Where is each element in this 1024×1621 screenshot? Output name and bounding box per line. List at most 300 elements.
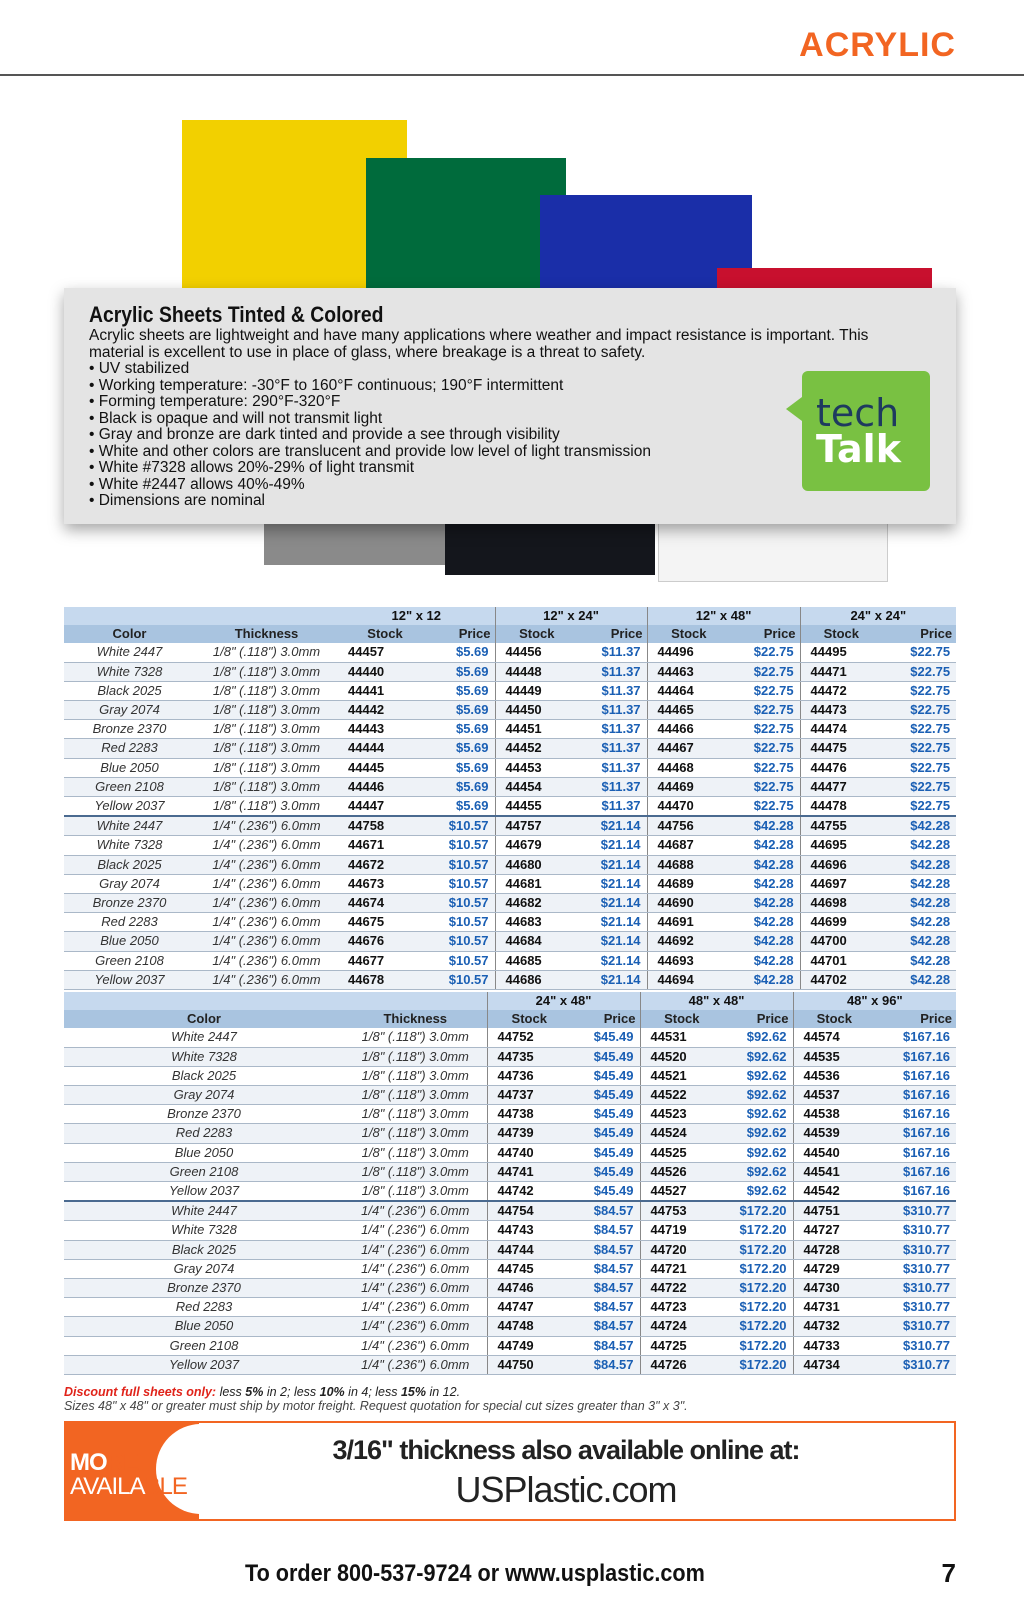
stock-cell: 44698 bbox=[800, 894, 882, 913]
price-cell: $10.57 bbox=[432, 894, 495, 913]
discount-value: 10% bbox=[319, 1385, 345, 1399]
bullet-item: • Working temperature: -30°F to 160°F continuous; 190°F intermittent bbox=[89, 378, 651, 395]
price-cell: $172.20 bbox=[723, 1259, 793, 1278]
price-cell: $42.28 bbox=[882, 836, 956, 855]
table-row bbox=[64, 836, 956, 855]
stock-cell: 44496 bbox=[647, 643, 730, 662]
stock-cell: 44676 bbox=[338, 932, 432, 951]
color-cell: Black 2025 bbox=[64, 681, 195, 700]
table-row bbox=[64, 855, 956, 874]
column-header-price: Price bbox=[578, 625, 647, 643]
stock-cell: 44728 bbox=[793, 1240, 875, 1259]
price-cell: $172.20 bbox=[723, 1201, 793, 1221]
price-cell: $5.69 bbox=[432, 777, 495, 796]
price-cell: $21.14 bbox=[578, 951, 647, 970]
stock-cell: 44735 bbox=[487, 1047, 571, 1066]
tech-talk-line2: Talk bbox=[816, 427, 901, 471]
stock-cell: 44671 bbox=[338, 836, 432, 855]
thickness-cell: 1/4" (.236") 6.0mm bbox=[195, 932, 338, 951]
price-cell: $84.57 bbox=[571, 1221, 640, 1240]
table-row bbox=[64, 1105, 956, 1124]
price-cell: $92.62 bbox=[723, 1047, 793, 1066]
price-cell: $42.28 bbox=[882, 913, 956, 932]
price-cell: $45.49 bbox=[571, 1028, 640, 1047]
stock-cell: 44448 bbox=[495, 662, 578, 681]
bullet-item: • Dimensions are nominal bbox=[89, 493, 651, 510]
stock-cell: 44681 bbox=[495, 874, 578, 893]
color-cell: Yellow 2037 bbox=[64, 970, 195, 989]
more-available-banner[interactable] bbox=[64, 1421, 956, 1521]
column-header-price: Price bbox=[875, 1010, 956, 1028]
column-header-price: Price bbox=[432, 625, 495, 643]
price-cell: $172.20 bbox=[723, 1221, 793, 1240]
badge-text-available: AVAILABLE bbox=[70, 1473, 187, 1500]
price-cell: $22.75 bbox=[730, 701, 800, 720]
thickness-cell: 1/4" (.236") 6.0mm bbox=[195, 855, 338, 874]
price-cell: $84.57 bbox=[571, 1298, 640, 1317]
thickness-cell: 1/4" (.236") 6.0mm bbox=[344, 1279, 487, 1298]
table-row bbox=[64, 1086, 956, 1105]
price-cell: $22.75 bbox=[882, 701, 956, 720]
price-cell: $11.37 bbox=[578, 739, 647, 758]
price-cell: $42.28 bbox=[730, 855, 800, 874]
price-cell: $92.62 bbox=[723, 1066, 793, 1085]
stock-cell: 44696 bbox=[800, 855, 882, 874]
stock-cell: 44446 bbox=[338, 777, 432, 796]
stock-cell: 44466 bbox=[647, 720, 730, 739]
table-row bbox=[64, 1336, 956, 1355]
thickness-cell: 1/4" (.236") 6.0mm bbox=[344, 1221, 487, 1240]
stock-cell: 44719 bbox=[640, 1221, 723, 1240]
stock-cell: 44444 bbox=[338, 739, 432, 758]
stock-cell: 44536 bbox=[793, 1066, 875, 1085]
price-cell: $310.77 bbox=[875, 1355, 956, 1374]
stock-cell: 44687 bbox=[647, 836, 730, 855]
price-cell: $172.20 bbox=[723, 1336, 793, 1355]
info-intro: Acrylic sheets are lightweight and have many applications where weather and impact resistance is important. This material is excellent to use in place of glass, where breakage is a threat to safety. bbox=[89, 327, 869, 361]
price-cell: $84.57 bbox=[571, 1317, 640, 1336]
stock-cell: 44524 bbox=[640, 1124, 723, 1143]
price-cell: $45.49 bbox=[571, 1124, 640, 1143]
discount-value: 5% bbox=[245, 1385, 264, 1399]
color-cell: Green 2108 bbox=[64, 777, 195, 796]
price-cell: $5.69 bbox=[432, 643, 495, 662]
column-header-stock: Stock bbox=[647, 625, 730, 643]
thickness-cell: 1/4" (.236") 6.0mm bbox=[195, 836, 338, 855]
stock-cell: 44527 bbox=[640, 1182, 723, 1202]
stock-cell: 44537 bbox=[793, 1086, 875, 1105]
price-cell: $22.75 bbox=[882, 643, 956, 662]
table-row bbox=[64, 874, 956, 893]
bullet-item: • White #7328 allows 20%-29% of light transmit bbox=[89, 460, 651, 477]
color-cell: Yellow 2037 bbox=[64, 797, 195, 817]
price-cell: $172.20 bbox=[723, 1298, 793, 1317]
price-cell: $11.37 bbox=[578, 797, 647, 817]
price-cell: $172.20 bbox=[723, 1317, 793, 1336]
table-row bbox=[64, 701, 956, 720]
price-cell: $10.57 bbox=[432, 951, 495, 970]
stock-cell: 44672 bbox=[338, 855, 432, 874]
stock-cell: 44541 bbox=[793, 1162, 875, 1181]
price-cell: $22.75 bbox=[882, 720, 956, 739]
price-cell: $42.28 bbox=[730, 970, 800, 989]
color-cell: Red 2283 bbox=[64, 913, 195, 932]
tech-talk-line1: tech bbox=[816, 391, 900, 435]
column-header-price: Price bbox=[882, 625, 956, 643]
price-cell: $21.14 bbox=[578, 874, 647, 893]
color-cell: Green 2108 bbox=[64, 951, 195, 970]
stock-cell: 44754 bbox=[487, 1201, 571, 1221]
shipping-note: Sizes 48" x 48" or greater must ship by motor freight. Request quotation for special cut sizes greater than 3" x 3". bbox=[64, 1399, 688, 1413]
column-header-thickness: Thickness bbox=[344, 1010, 487, 1028]
stock-cell: 44540 bbox=[793, 1143, 875, 1162]
stock-cell: 44752 bbox=[487, 1028, 571, 1047]
color-cell: Bronze 2370 bbox=[64, 1105, 344, 1124]
size-header: 12" x 12 bbox=[338, 607, 495, 625]
bullet-item: • Gray and bronze are dark tinted and provide a see through visibility bbox=[89, 427, 651, 444]
stock-cell: 44685 bbox=[495, 951, 578, 970]
price-cell: $310.77 bbox=[875, 1336, 956, 1355]
thickness-cell: 1/8" (.118") 3.0mm bbox=[344, 1028, 487, 1047]
stock-cell: 44736 bbox=[487, 1066, 571, 1085]
stock-cell: 44674 bbox=[338, 894, 432, 913]
price-cell: $92.62 bbox=[723, 1028, 793, 1047]
price-cell: $167.16 bbox=[875, 1124, 956, 1143]
color-cell: White 2447 bbox=[64, 1201, 344, 1221]
table-row bbox=[64, 1124, 956, 1143]
price-cell: $5.69 bbox=[432, 720, 495, 739]
table-row bbox=[64, 1317, 956, 1336]
badge-text-more: MORE bbox=[70, 1449, 139, 1476]
header-divider bbox=[0, 74, 1024, 76]
stock-cell: 44473 bbox=[800, 701, 882, 720]
stock-cell: 44442 bbox=[338, 701, 432, 720]
price-cell: $45.49 bbox=[571, 1086, 640, 1105]
column-header-stock: Stock bbox=[338, 625, 432, 643]
table-row bbox=[64, 1259, 956, 1278]
thickness-cell: 1/8" (.118") 3.0mm bbox=[344, 1124, 487, 1143]
price-cell: $11.37 bbox=[578, 643, 647, 662]
table-row bbox=[64, 1221, 956, 1240]
price-cell: $167.16 bbox=[875, 1028, 956, 1047]
price-cell: $42.28 bbox=[730, 913, 800, 932]
tech-info-box bbox=[64, 288, 956, 524]
stock-cell: 44683 bbox=[495, 913, 578, 932]
stock-cell: 44702 bbox=[800, 970, 882, 989]
price-cell: $5.69 bbox=[432, 739, 495, 758]
stock-cell: 44464 bbox=[647, 681, 730, 700]
thickness-cell: 1/4" (.236") 6.0mm bbox=[195, 913, 338, 932]
page-number: 7 bbox=[941, 1558, 956, 1588]
price-cell: $45.49 bbox=[571, 1162, 640, 1181]
price-cell: $5.69 bbox=[432, 758, 495, 777]
color-cell: Black 2025 bbox=[64, 1066, 344, 1085]
stock-cell: 44747 bbox=[487, 1298, 571, 1317]
stock-cell: 44443 bbox=[338, 720, 432, 739]
price-cell: $310.77 bbox=[875, 1201, 956, 1221]
price-cell: $84.57 bbox=[571, 1240, 640, 1259]
price-cell: $22.75 bbox=[882, 681, 956, 700]
stock-cell: 44526 bbox=[640, 1162, 723, 1181]
stock-cell: 44472 bbox=[800, 681, 882, 700]
price-cell: $22.75 bbox=[882, 797, 956, 817]
thickness-cell: 1/8" (.118") 3.0mm bbox=[344, 1182, 487, 1202]
stock-cell: 44701 bbox=[800, 951, 882, 970]
price-cell: $21.14 bbox=[578, 970, 647, 989]
thickness-cell: 1/8" (.118") 3.0mm bbox=[195, 701, 338, 720]
price-cell: $167.16 bbox=[875, 1182, 956, 1202]
color-cell: Gray 2074 bbox=[64, 1259, 344, 1278]
price-table-small-sizes bbox=[64, 607, 956, 990]
table-row bbox=[64, 951, 956, 970]
price-cell: $11.37 bbox=[578, 662, 647, 681]
size-header-blank bbox=[64, 607, 338, 625]
discount-text: in 4; less bbox=[344, 1385, 401, 1399]
bullet-item: • Forming temperature: 290°F-320°F bbox=[89, 394, 651, 411]
stock-cell: 44749 bbox=[487, 1336, 571, 1355]
stock-cell: 44447 bbox=[338, 797, 432, 817]
price-cell: $42.28 bbox=[882, 855, 956, 874]
stock-cell: 44755 bbox=[800, 816, 882, 836]
table-row bbox=[64, 1066, 956, 1085]
price-cell: $172.20 bbox=[723, 1240, 793, 1259]
order-footer: To order 800-537-9724 or www.usplastic.com bbox=[245, 1560, 705, 1587]
thickness-cell: 1/8" (.118") 3.0mm bbox=[344, 1105, 487, 1124]
stock-cell: 44441 bbox=[338, 681, 432, 700]
thickness-cell: 1/8" (.118") 3.0mm bbox=[344, 1086, 487, 1105]
thickness-cell: 1/8" (.118") 3.0mm bbox=[344, 1143, 487, 1162]
price-cell: $84.57 bbox=[571, 1259, 640, 1278]
stock-cell: 44470 bbox=[647, 797, 730, 817]
stock-cell: 44453 bbox=[495, 758, 578, 777]
color-cell: Red 2283 bbox=[64, 1124, 344, 1143]
price-cell: $21.14 bbox=[578, 855, 647, 874]
price-cell: $45.49 bbox=[571, 1066, 640, 1085]
price-cell: $84.57 bbox=[571, 1279, 640, 1298]
stock-cell: 44457 bbox=[338, 643, 432, 662]
stock-cell: 44495 bbox=[800, 643, 882, 662]
stock-cell: 44475 bbox=[800, 739, 882, 758]
color-cell: Black 2025 bbox=[64, 1240, 344, 1259]
stock-cell: 44746 bbox=[487, 1279, 571, 1298]
price-cell: $310.77 bbox=[875, 1317, 956, 1336]
stock-cell: 44686 bbox=[495, 970, 578, 989]
price-table-large-sizes bbox=[64, 992, 956, 1375]
price-cell: $22.75 bbox=[730, 739, 800, 758]
tech-talk-badge bbox=[802, 371, 930, 491]
website-link[interactable]: USPlastic.com bbox=[455, 1469, 677, 1510]
stock-cell: 44729 bbox=[793, 1259, 875, 1278]
table-row bbox=[64, 777, 956, 796]
price-cell: $11.37 bbox=[578, 701, 647, 720]
thickness-cell: 1/8" (.118") 3.0mm bbox=[195, 643, 338, 662]
column-header-color: Color bbox=[64, 625, 195, 643]
color-cell: White 2447 bbox=[64, 643, 195, 662]
price-cell: $22.75 bbox=[882, 758, 956, 777]
stock-cell: 44450 bbox=[495, 701, 578, 720]
thickness-cell: 1/4" (.236") 6.0mm bbox=[344, 1259, 487, 1278]
price-cell: $45.49 bbox=[571, 1143, 640, 1162]
table-row bbox=[64, 1028, 956, 1047]
price-cell: $11.37 bbox=[578, 758, 647, 777]
color-cell: Red 2283 bbox=[64, 739, 195, 758]
stock-cell: 44478 bbox=[800, 797, 882, 817]
price-cell: $22.75 bbox=[882, 777, 956, 796]
stock-cell: 44520 bbox=[640, 1047, 723, 1066]
price-cell: $45.49 bbox=[571, 1105, 640, 1124]
color-cell: Bronze 2370 bbox=[64, 720, 195, 739]
stock-cell: 44731 bbox=[793, 1298, 875, 1317]
table-row bbox=[64, 662, 956, 681]
color-cell: Gray 2074 bbox=[64, 874, 195, 893]
price-cell: $92.62 bbox=[723, 1162, 793, 1181]
price-cell: $167.16 bbox=[875, 1162, 956, 1181]
price-cell: $42.28 bbox=[882, 874, 956, 893]
column-header-thickness: Thickness bbox=[195, 625, 338, 643]
bullet-item: • White #2447 allows 40%-49% bbox=[89, 477, 651, 494]
color-cell: Green 2108 bbox=[64, 1162, 344, 1181]
availability-text: 3/16" thickness also available online at: bbox=[332, 1435, 800, 1465]
thickness-cell: 1/4" (.236") 6.0mm bbox=[195, 894, 338, 913]
table-row bbox=[64, 720, 956, 739]
thickness-cell: 1/8" (.118") 3.0mm bbox=[344, 1162, 487, 1181]
price-cell: $22.75 bbox=[882, 662, 956, 681]
discount-text: in 12. bbox=[426, 1385, 461, 1399]
price-cell: $10.57 bbox=[432, 913, 495, 932]
thickness-cell: 1/8" (.118") 3.0mm bbox=[195, 777, 338, 796]
price-cell: $22.75 bbox=[730, 662, 800, 681]
price-cell: $22.75 bbox=[730, 797, 800, 817]
table-row bbox=[64, 1162, 956, 1181]
thickness-cell: 1/4" (.236") 6.0mm bbox=[195, 874, 338, 893]
column-header-stock: Stock bbox=[800, 625, 882, 643]
stock-cell: 44733 bbox=[793, 1336, 875, 1355]
price-cell: $92.62 bbox=[723, 1086, 793, 1105]
price-cell: $92.62 bbox=[723, 1143, 793, 1162]
stock-cell: 44720 bbox=[640, 1240, 723, 1259]
color-cell: White 2447 bbox=[64, 1028, 344, 1047]
stock-cell: 44725 bbox=[640, 1336, 723, 1355]
color-cell: Yellow 2037 bbox=[64, 1182, 344, 1202]
price-cell: $167.16 bbox=[875, 1105, 956, 1124]
price-cell: $42.28 bbox=[730, 836, 800, 855]
size-header: 24" x 48" bbox=[487, 992, 640, 1010]
thickness-cell: 1/8" (.118") 3.0mm bbox=[195, 720, 338, 739]
price-cell: $45.49 bbox=[571, 1182, 640, 1202]
thickness-cell: 1/4" (.236") 6.0mm bbox=[195, 816, 338, 836]
stock-cell: 44678 bbox=[338, 970, 432, 989]
column-header-color: Color bbox=[64, 1010, 344, 1028]
stock-cell: 44538 bbox=[793, 1105, 875, 1124]
stock-cell: 44445 bbox=[338, 758, 432, 777]
price-cell: $10.57 bbox=[432, 816, 495, 836]
price-cell: $42.28 bbox=[882, 970, 956, 989]
price-cell: $22.75 bbox=[730, 681, 800, 700]
table-row bbox=[64, 758, 956, 777]
stock-cell: 44700 bbox=[800, 932, 882, 951]
color-cell: Blue 2050 bbox=[64, 1317, 344, 1336]
stock-cell: 44695 bbox=[800, 836, 882, 855]
price-cell: $42.28 bbox=[730, 951, 800, 970]
stock-cell: 44722 bbox=[640, 1279, 723, 1298]
stock-cell: 44673 bbox=[338, 874, 432, 893]
stock-cell: 44539 bbox=[793, 1124, 875, 1143]
stock-cell: 44748 bbox=[487, 1317, 571, 1336]
stock-cell: 44677 bbox=[338, 951, 432, 970]
price-cell: $11.37 bbox=[578, 681, 647, 700]
color-cell: White 7328 bbox=[64, 662, 195, 681]
stock-cell: 44738 bbox=[487, 1105, 571, 1124]
stock-cell: 44452 bbox=[495, 739, 578, 758]
table-row bbox=[64, 1143, 956, 1162]
price-cell: $45.49 bbox=[571, 1047, 640, 1066]
stock-cell: 44463 bbox=[647, 662, 730, 681]
color-cell: Black 2025 bbox=[64, 855, 195, 874]
table-row bbox=[64, 1182, 956, 1202]
price-cell: $42.28 bbox=[882, 816, 956, 836]
color-cell: White 7328 bbox=[64, 1221, 344, 1240]
column-header-price: Price bbox=[571, 1010, 640, 1028]
price-cell: $42.28 bbox=[882, 932, 956, 951]
table-row bbox=[64, 1355, 956, 1374]
info-title: Acrylic Sheets Tinted & Colored bbox=[89, 302, 384, 327]
price-cell: $42.28 bbox=[730, 894, 800, 913]
thickness-cell: 1/4" (.236") 6.0mm bbox=[344, 1355, 487, 1374]
price-cell: $310.77 bbox=[875, 1279, 956, 1298]
thickness-cell: 1/4" (.236") 6.0mm bbox=[344, 1317, 487, 1336]
stock-cell: 44743 bbox=[487, 1221, 571, 1240]
stock-cell: 44465 bbox=[647, 701, 730, 720]
price-cell: $42.28 bbox=[730, 816, 800, 836]
price-cell: $5.69 bbox=[432, 701, 495, 720]
section-title: ACRYLIC bbox=[799, 26, 956, 64]
stock-cell: 44741 bbox=[487, 1162, 571, 1181]
discount-text: in 2; less bbox=[263, 1385, 320, 1399]
color-cell: Red 2283 bbox=[64, 1298, 344, 1317]
stock-cell: 44468 bbox=[647, 758, 730, 777]
price-cell: $84.57 bbox=[571, 1355, 640, 1374]
thickness-cell: 1/8" (.118") 3.0mm bbox=[195, 758, 338, 777]
size-header: 48" x 96" bbox=[793, 992, 956, 1010]
stock-cell: 44525 bbox=[640, 1143, 723, 1162]
stock-cell: 44730 bbox=[793, 1279, 875, 1298]
price-cell: $10.57 bbox=[432, 874, 495, 893]
stock-cell: 44691 bbox=[647, 913, 730, 932]
price-cell: $5.69 bbox=[432, 662, 495, 681]
price-cell: $21.14 bbox=[578, 816, 647, 836]
color-cell: Bronze 2370 bbox=[64, 894, 195, 913]
color-cell: White 7328 bbox=[64, 836, 195, 855]
stock-cell: 44690 bbox=[647, 894, 730, 913]
price-cell: $92.62 bbox=[723, 1105, 793, 1124]
color-cell: Green 2108 bbox=[64, 1336, 344, 1355]
table-row bbox=[64, 894, 956, 913]
white-sheet bbox=[658, 520, 888, 582]
stock-cell: 44694 bbox=[647, 970, 730, 989]
color-cell: Blue 2050 bbox=[64, 758, 195, 777]
price-cell: $10.57 bbox=[432, 836, 495, 855]
stock-cell: 44688 bbox=[647, 855, 730, 874]
price-cell: $21.14 bbox=[578, 894, 647, 913]
color-cell: Gray 2074 bbox=[64, 701, 195, 720]
stock-cell: 44745 bbox=[487, 1259, 571, 1278]
stock-cell: 44523 bbox=[640, 1105, 723, 1124]
thickness-cell: 1/4" (.236") 6.0mm bbox=[344, 1298, 487, 1317]
price-cell: $310.77 bbox=[875, 1298, 956, 1317]
price-cell: $22.75 bbox=[730, 720, 800, 739]
stock-cell: 44757 bbox=[495, 816, 578, 836]
stock-cell: 44692 bbox=[647, 932, 730, 951]
